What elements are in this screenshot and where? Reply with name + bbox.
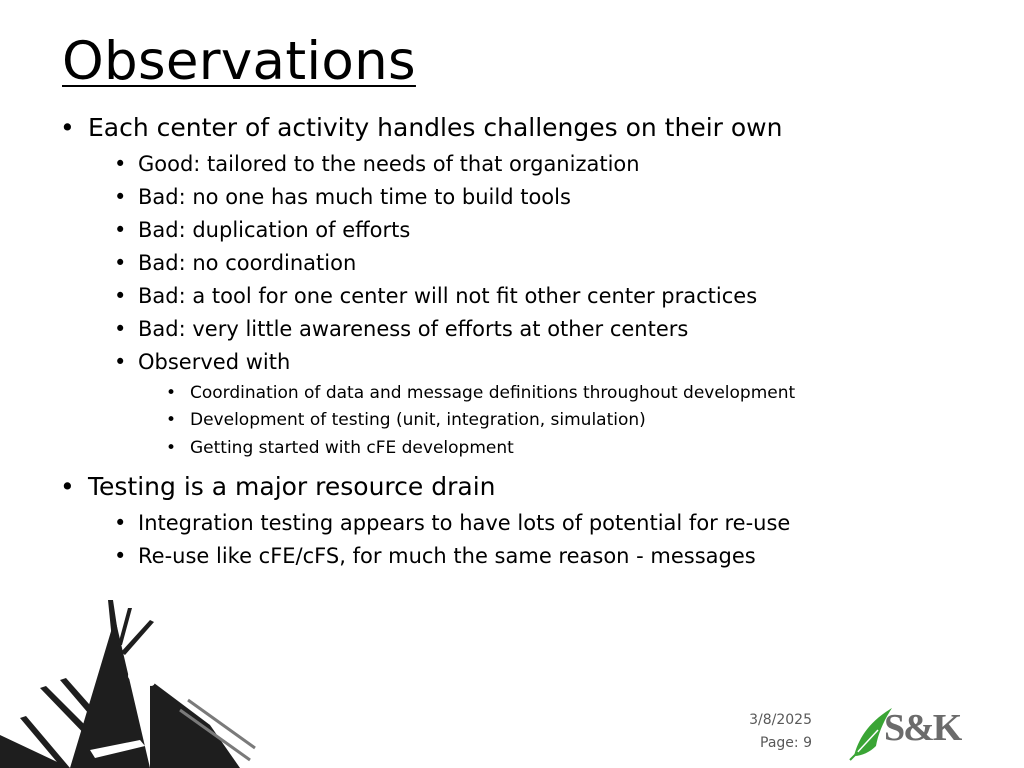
bullet-item — [114, 510, 791, 536]
teepee-illustration-icon — [0, 600, 260, 768]
bullet-item — [114, 349, 291, 375]
bullet-glyph: • — [114, 544, 127, 568]
bullet-text: Getting started with cFE development — [190, 438, 514, 458]
bullet-item — [166, 437, 514, 459]
footer-date: 3/8/2025 — [749, 712, 812, 728]
bullet-item — [60, 113, 783, 143]
bullet-text: Each center of activity handles challenges on their own — [88, 113, 783, 142]
bullet-glyph: • — [60, 113, 75, 142]
bullet-text: Re-use like cFE/cFS, for much the same reason - messages — [138, 544, 756, 568]
bullet-text: Bad: no coordination — [138, 251, 357, 275]
bullet-glyph: • — [114, 317, 127, 341]
bullet-item — [114, 250, 357, 276]
bullet-item — [114, 217, 411, 243]
bullet-item — [114, 151, 640, 177]
bullet-text: Development of testing (unit, integration, simulation) — [190, 410, 646, 430]
bullet-text: Integration testing appears to have lots of potential for re-use — [138, 511, 791, 535]
logo-text: S&K — [884, 707, 961, 749]
bullet-text: Bad: very little awareness of efforts at other centers — [138, 317, 689, 341]
bullet-glyph: • — [166, 410, 177, 430]
bullet-item — [114, 283, 758, 309]
bullet-glyph: • — [114, 185, 127, 209]
bullet-item — [60, 472, 496, 502]
bullet-text: Coordination of data and message definitions throughout development — [190, 383, 796, 403]
bullet-item — [114, 543, 756, 569]
bullet-glyph: • — [114, 152, 127, 176]
bullet-glyph: • — [114, 284, 127, 308]
bullet-item — [166, 409, 646, 431]
bullet-glyph: • — [114, 251, 127, 275]
bullet-glyph: • — [114, 350, 127, 374]
bullet-text: Bad: no one has much time to build tools — [138, 185, 571, 209]
slide-title: Observations — [62, 31, 416, 92]
bullet-glyph: • — [166, 383, 177, 403]
bullet-text: Good: tailored to the needs of that organization — [138, 152, 640, 176]
bullet-text: Bad: a tool for one center will not fit other center practices — [138, 284, 758, 308]
sk-logo — [848, 700, 968, 762]
bullet-item — [114, 184, 571, 210]
bullet-item — [166, 382, 796, 404]
bullet-glyph: • — [60, 472, 75, 501]
bullet-glyph: • — [114, 511, 127, 535]
bullet-text: Bad: duplication of efforts — [138, 218, 411, 242]
bullet-glyph: • — [166, 438, 177, 458]
bullet-item — [114, 316, 689, 342]
bullet-text: Testing is a major resource drain — [88, 472, 496, 501]
bullet-text: Observed with — [138, 350, 291, 374]
page-number: Page: 9 — [760, 735, 812, 751]
bullet-glyph: • — [114, 218, 127, 242]
